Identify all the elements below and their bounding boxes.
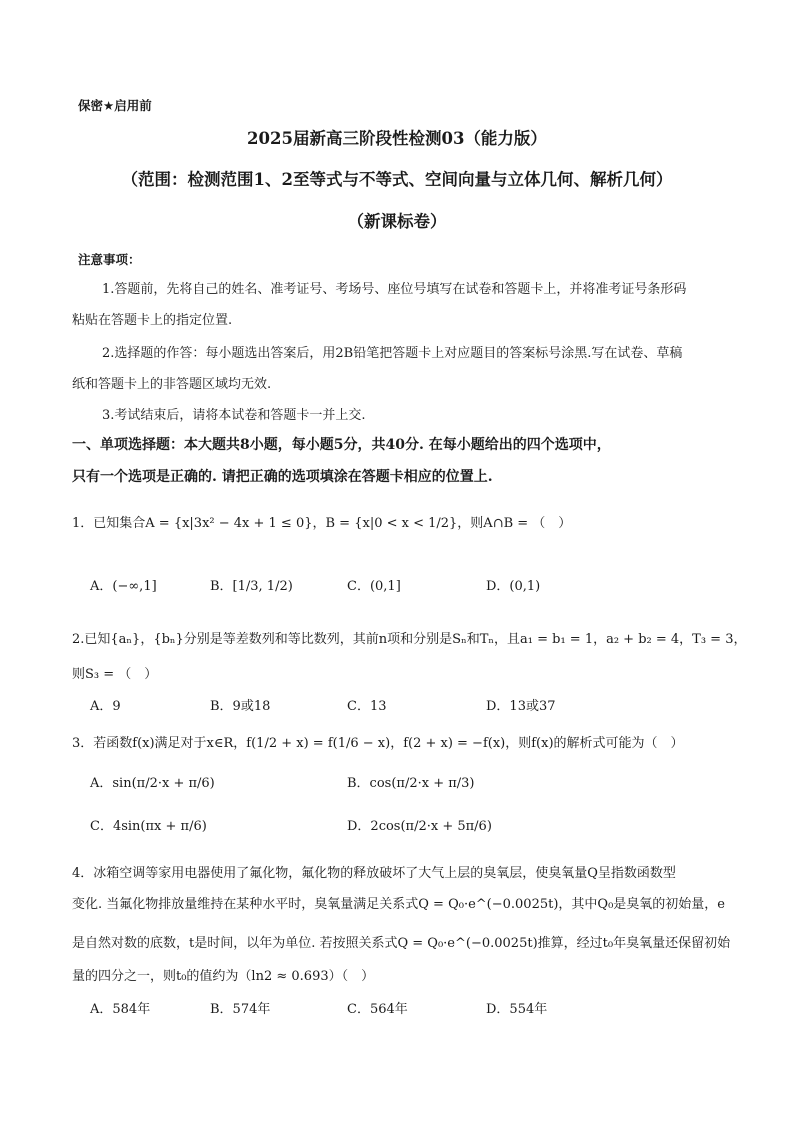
- q4-option-a: A．584年: [90, 1002, 151, 1017]
- secret-label: 保密★启用前: [78, 98, 152, 113]
- page-title: 2025届新高三阶段性检测03（能力版）: [247, 129, 547, 148]
- q1-option-d: D．(0,1): [486, 579, 541, 594]
- q1-option-b: B．[1/3, 1/2): [210, 579, 293, 594]
- question-1-stem: 1．已知集合A = {x|3x² − 4x + 1 ≤ 0}，B = {x|0 < x < 1/2}，则A∩B = （ ）: [72, 516, 572, 531]
- q2-option-d: D．13或37: [486, 699, 556, 714]
- notice-item-1-cont: 粘贴在答题卡上的指定位置.: [72, 313, 233, 328]
- q3-option-c: C．4sin(πx + π/6): [90, 819, 207, 834]
- q3-option-b: B．cos(π/2·x + π/3): [347, 776, 475, 791]
- q3-option-d: D．2cos(π/2·x + 5π/6): [347, 819, 492, 834]
- q2-option-c: C．13: [347, 699, 387, 714]
- notice-heading: 注意事项：: [78, 252, 141, 267]
- q3-option-a: A．sin(π/2·x + π/6): [90, 776, 215, 791]
- q1-option-c: C．(0,1]: [347, 579, 401, 594]
- notice-item-3: 3.考试结束后，请将本试卷和答题卡一并上交.: [102, 408, 366, 423]
- exam-volume: （新课标卷）: [347, 212, 447, 231]
- notice-item-2: 2.选择题的作答：每小题选出答案后，用2B铅笔把答题卡上对应题目的答案标号涂黑.写在试卷、草稿: [102, 346, 683, 361]
- question-4-stem: 4．冰箱空调等家用电器使用了氟化物，氟化物的释放破坏了大气上层的臭氧层，使臭氧量Q呈指数函数型: [72, 866, 676, 881]
- q4-option-b: B．574年: [210, 1002, 271, 1017]
- q4-option-c: C．564年: [347, 1002, 408, 1017]
- section-heading-line2: 只有一个选项是正确的. 请把正确的选项填涂在答题卡相应的位置上.: [72, 469, 493, 485]
- question-4-stem-3: 是自然对数的底数，t是时间，以年为单位. 若按照关系式Q = Q₀·e^(−0.0025t)推算，经过t₀年臭氧量还保留初始: [72, 936, 731, 951]
- question-4-stem-2: 变化. 当氟化物排放量维持在某种水平时，臭氧量满足关系式Q = Q₀·e^(−0.0025t)，其中Q₀是臭氧的初始量，e: [72, 897, 725, 912]
- question-3-stem: 3．若函数f(x)满足对于x∈R，f(1/2 + x) = f(1/6 − x)，f(2 + x) = −f(x)，则f(x)的解析式可能为（ ）: [72, 736, 684, 751]
- q4-option-d: D．554年: [486, 1002, 548, 1017]
- notice-item-2-cont: 纸和答题卡上的非答题区域均无效.: [72, 377, 272, 392]
- q2-option-b: B．9或18: [210, 699, 271, 714]
- question-2-stem: 2.已知{aₙ}，{bₙ}分别是等差数列和等比数列，其前n项和分别是Sₙ和Tₙ，且a₁ = b₁ = 1，a₂ + b₂ = 4，T₃ = 3，: [72, 632, 747, 647]
- notice-item-1: 1.答题前，先将自己的姓名、准考证号、考场号、座位号填写在试卷和答题卡上，并将准考证号条形码: [102, 282, 687, 297]
- question-4-stem-4: 量的四分之一，则t₀的值约为（ln2 ≈ 0.693）（ ）: [72, 969, 375, 984]
- q2-option-a: A．9: [90, 699, 121, 714]
- q1-option-a: A．(−∞,1]: [90, 579, 157, 594]
- exam-range: （范围：检测范围1、2至等式与不等式、空间向量与立体几何、解析几何）: [121, 170, 673, 189]
- section-heading-line1: 一、单项选择题：本大题共8小题，每小题5分，共40分. 在每小题给出的四个选项中，: [72, 437, 611, 453]
- question-2-stem-cont: 则S₃ = （ ）: [72, 667, 158, 682]
